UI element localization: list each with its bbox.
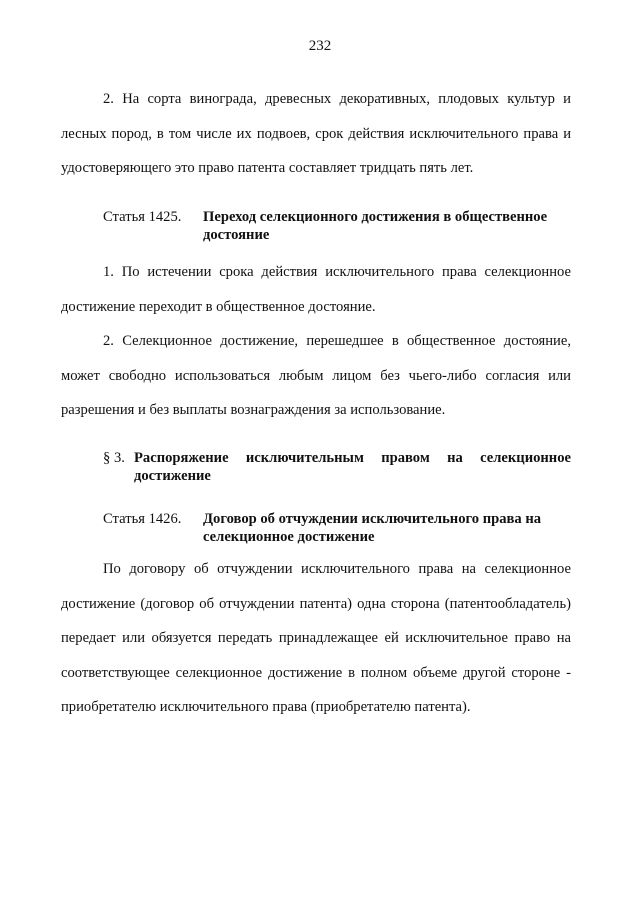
- article-1425-title: Переход селекционного достижения в общественное достояние: [203, 209, 548, 243]
- paragraph-free-use: 2. Селекционное достижение, перешедшее в общественное достояние, может свободно использоваться любым лицом без чьего-либо согласия или разрешения и без выплаты вознаграждения за использование.: [61, 333, 571, 418]
- article-1426-heading: [103, 510, 571, 550]
- paragraph-varieties-term: 2. На сорта винограда, древесных декоративных, плодовых культур и лесных пород, в том числе их подвоев, срок действия исключительного права и удостоверяющего это право патента составляет тридцать пять лет.: [61, 91, 571, 176]
- paragraph-alienation-contract: По договору об отчуждении исключительного права на селекционное достижение (договор об отчуждении патента) одна сторона (патентообладатель) передает или обязуется передать принадлежащее ей исключительное право на соответствующее селекционное достижение в полном объеме другой стороне - приобретателю исключительного права (приобретателю патента).: [61, 561, 571, 715]
- article-1426-label: Статья 1426.: [103, 511, 182, 527]
- article-1425-heading: [103, 208, 571, 248]
- section-3-label: § 3.: [103, 450, 125, 466]
- paragraph-public-domain-transfer: 1. По истечении срока действия исключительного права селекционное достижение переходит в общественное достояние.: [61, 264, 571, 315]
- section-3-heading: [103, 449, 571, 489]
- section-3-title: Распоряжение исключительным правом на селекционное достижение: [134, 450, 571, 484]
- page-number: 232: [308, 38, 332, 54]
- article-1426-title: Договор об отчуждении исключительного права на селекционное достижение: [203, 511, 542, 545]
- article-1425-label: Статья 1425.: [103, 209, 182, 225]
